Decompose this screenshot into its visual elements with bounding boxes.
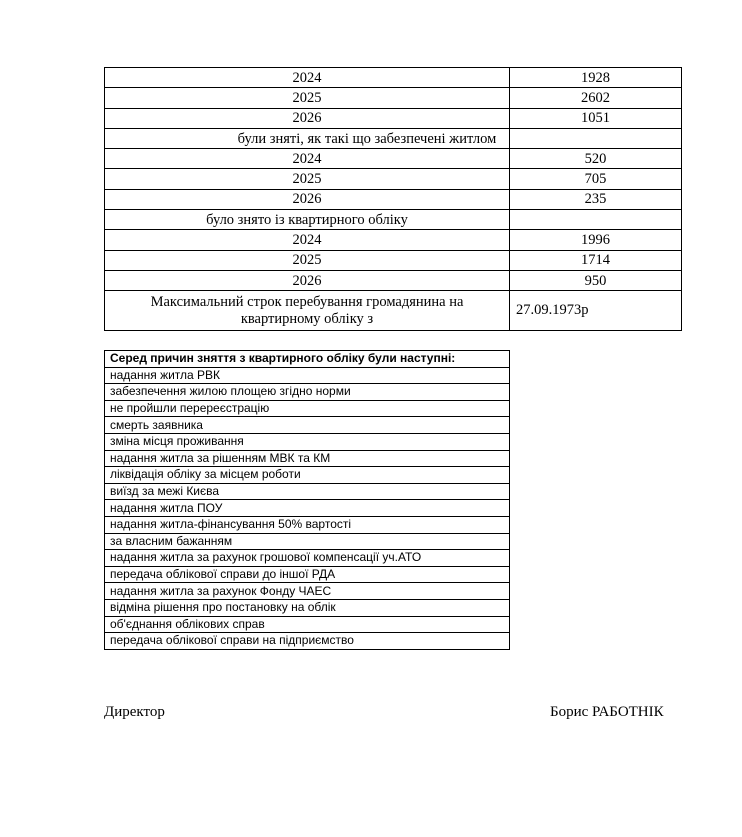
reason-item: забезпечення жилою площею згідно норми: [105, 384, 510, 401]
reason-item: надання житла за рахунок грошової компенсації уч.АТО: [105, 550, 510, 567]
count-cell: 520: [510, 149, 682, 169]
table-row: [105, 68, 682, 88]
count-cell: 1996: [510, 230, 682, 250]
table-row: [105, 250, 682, 270]
count-cell: 1051: [510, 108, 682, 128]
table-row: [105, 270, 682, 290]
reason-item: передача облікової справи на підприємство: [105, 633, 510, 650]
reason-item: відміна рішення про постановку на облік: [105, 599, 510, 616]
max-term-date: 27.09.1973р: [510, 291, 682, 331]
count-cell: 950: [510, 270, 682, 290]
year-cell: 2026: [105, 189, 510, 209]
count-cell: 1928: [510, 68, 682, 88]
reason-item: виїзд за межі Києва: [105, 483, 510, 500]
reason-row: [105, 533, 510, 550]
section-label: [105, 128, 510, 148]
reason-row: [105, 599, 510, 616]
reason-row: [105, 417, 510, 434]
max-term-label-line1: Максимальний строк перебування громадянина на: [150, 293, 464, 310]
reason-row: [105, 566, 510, 583]
year-cell: 2024: [105, 230, 510, 250]
section-label: [105, 210, 510, 230]
table-row: [105, 169, 682, 189]
table-row: [105, 149, 682, 169]
reasons-header: Серед причин зняття з квартирного обліку були наступні:: [105, 351, 510, 368]
reason-row: [105, 583, 510, 600]
reason-row: [105, 367, 510, 384]
section-row-removed: [105, 210, 682, 230]
reason-item: за власним бажанням: [105, 533, 510, 550]
count-cell: 235: [510, 189, 682, 209]
year-cell: 2026: [105, 108, 510, 128]
reason-item: зміна місця проживання: [105, 433, 510, 450]
reason-item: смерть заявника: [105, 417, 510, 434]
section-label-text: були зняті, як такі що забезпечені житлом: [237, 130, 497, 147]
reason-row: [105, 450, 510, 467]
reason-row: [105, 467, 510, 484]
reason-item: ліквідація обліку за місцем роботи: [105, 467, 510, 484]
reasons-table: [104, 350, 510, 650]
reason-row: [105, 516, 510, 533]
empty-cell: [510, 128, 682, 148]
table-row: [105, 108, 682, 128]
table-row: [105, 189, 682, 209]
reason-row: [105, 550, 510, 567]
section-row-housed: [105, 128, 682, 148]
reason-row: [105, 616, 510, 633]
reason-row: [105, 400, 510, 417]
reason-item: надання житла-фінансування 50% вартості: [105, 516, 510, 533]
year-cell: 2025: [105, 169, 510, 189]
section-label-text: було знято із квартирного обліку: [206, 211, 408, 228]
reason-item: передача облікової справи до іншої РДА: [105, 566, 510, 583]
max-term-row: [105, 291, 682, 331]
count-cell: 2602: [510, 88, 682, 108]
table-row: [105, 230, 682, 250]
reason-item: надання житла за рішенням МВК та КМ: [105, 450, 510, 467]
reason-row: [105, 500, 510, 517]
reason-row: [105, 384, 510, 401]
empty-cell: [510, 210, 682, 230]
year-cell: 2024: [105, 68, 510, 88]
year-cell: 2025: [105, 250, 510, 270]
table-row: [105, 88, 682, 108]
year-cell: 2026: [105, 270, 510, 290]
max-term-label-line2: квартирному обліку з: [240, 310, 374, 327]
reason-item: надання житла РВК: [105, 367, 510, 384]
reason-item: надання житла за рахунок Фонду ЧАЕС: [105, 583, 510, 600]
year-cell: 2024: [105, 149, 510, 169]
reason-row: [105, 633, 510, 650]
max-term-label: [105, 291, 510, 331]
count-cell: 705: [510, 169, 682, 189]
reason-row: [105, 433, 510, 450]
signature-name: Борис РАБОТНІК: [550, 704, 664, 720]
signature-position: Директор: [104, 704, 165, 720]
reason-item: не пройшли перереєстрацію: [105, 400, 510, 417]
reason-row: [105, 483, 510, 500]
count-cell: 1714: [510, 250, 682, 270]
reason-item: об'єднання облікових справ: [105, 616, 510, 633]
statistics-table: [104, 67, 682, 331]
reason-item: надання житла ПОУ: [105, 500, 510, 517]
reasons-header-row: [105, 351, 510, 368]
year-cell: 2025: [105, 88, 510, 108]
